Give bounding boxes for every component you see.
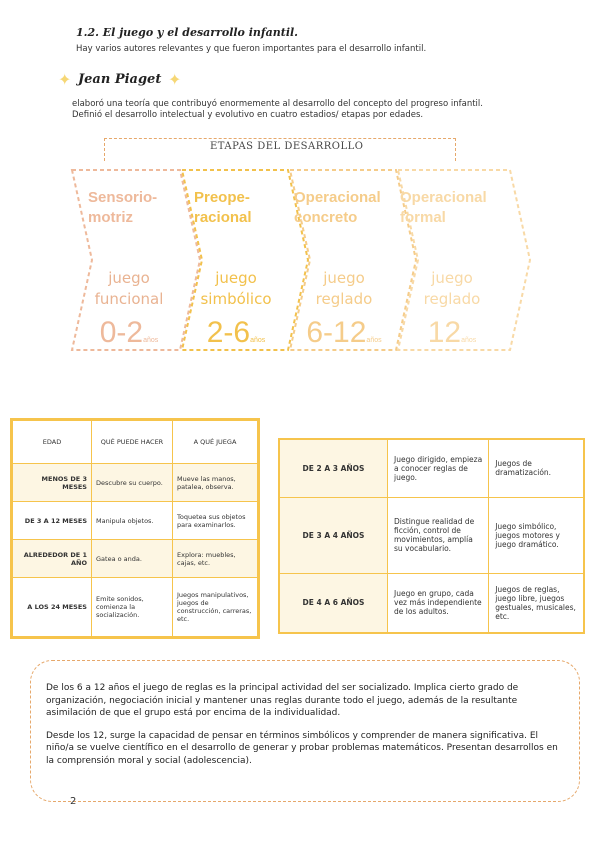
table-header-row bbox=[12, 420, 259, 464]
table-cell: Explora: muebles, cajas, etc. bbox=[173, 540, 259, 578]
section-subtitle: Hay varios autores relevantes y que fueron importantes para el desarrollo infantil. bbox=[76, 44, 427, 54]
stage-age: 6-12años bbox=[306, 316, 382, 349]
table-cell: Juegos de dramatización. bbox=[489, 439, 584, 497]
table-row bbox=[12, 464, 259, 502]
table-cell: DE 4 A 6 AÑOS bbox=[279, 573, 388, 633]
table-cell: Juegos manipulativos, juegos de construcción, carreras, etc. bbox=[173, 578, 259, 638]
stage-game: juego simbólico bbox=[200, 269, 272, 308]
table-cell: DE 3 A 12 MESES bbox=[12, 502, 92, 540]
development-table-1 bbox=[10, 418, 260, 639]
table-cell: Toquetea sus objetos para examinarlos. bbox=[173, 502, 259, 540]
table-cell: Juegos de reglas, juego libre, juegos gestuales, musicales, etc. bbox=[489, 573, 584, 633]
stage-title: Operacional concreto bbox=[294, 189, 381, 226]
table-cell: DE 3 A 4 AÑOS bbox=[279, 497, 388, 573]
table-cell: Juego simbólico, juegos motores y juego dramático. bbox=[489, 497, 584, 573]
stage-game: juego reglado bbox=[315, 269, 373, 308]
stage-game: juego funcional bbox=[94, 269, 164, 308]
table-row bbox=[279, 573, 584, 633]
author-name: Jean Piaget bbox=[78, 72, 162, 87]
page-number: 2 bbox=[70, 796, 77, 807]
stage-title: Preope- racional bbox=[194, 189, 252, 226]
stage-age: 2-6años bbox=[206, 316, 266, 349]
table-header: EDAD bbox=[12, 420, 92, 464]
table-cell: Emite sonidos, comienza la socialización. bbox=[92, 578, 173, 638]
table-cell: A LOS 24 MESES bbox=[12, 578, 92, 638]
stage-sensoriomotriz bbox=[74, 170, 184, 355]
table-cell: MENOS DE 3 MESES bbox=[12, 464, 92, 502]
note-text bbox=[46, 682, 558, 777]
note-paragraph-1: De los 6 a 12 años el juego de reglas es la principal actividad del ser socializado. Implica cierto grado de organización, negociación inicial y mantener unas reglas durante todo el juego, además de la resultante asimilación de que el grupo está por encima de la individualidad. bbox=[46, 683, 519, 718]
note-paragraph-2: Desde los 12, surge la capacidad de pensar en términos simbólicos y comprender de manera significativa. El niño/a se vuelve científico en el desarrollo de generar y probar problemas matemáticos. Presentan desarrollos en la comprensión moral y social (adolescencia). bbox=[46, 730, 558, 766]
table-header: QUÉ PUEDE HACER bbox=[92, 420, 173, 464]
development-table-2 bbox=[278, 438, 585, 634]
stage-game: juego reglado bbox=[423, 269, 481, 308]
sparkle-icon: ✦ bbox=[58, 70, 72, 89]
table-cell: Distingue realidad de ficción, control de movimientos, amplía su vocabulario. bbox=[388, 497, 489, 573]
stage-title: Operacional formal bbox=[400, 189, 487, 226]
stage-age: 12años bbox=[427, 316, 477, 349]
table-cell: ALREDEDOR DE 1 AÑO bbox=[12, 540, 92, 578]
stage-operacional-concreto bbox=[290, 170, 398, 355]
section-title: 1.2. El juego y el desarrollo infantil. bbox=[76, 26, 299, 39]
stage-age: 0-2años bbox=[99, 316, 159, 349]
table-row bbox=[12, 502, 259, 540]
stage-preoperacional bbox=[182, 170, 290, 355]
stages-label: ETAPAS DEL DESARROLLO bbox=[210, 141, 364, 152]
table-row bbox=[279, 497, 584, 573]
table-row bbox=[12, 540, 259, 578]
stage-title: Sensorio- motriz bbox=[88, 189, 158, 226]
table-cell: DE 2 A 3 AÑOS bbox=[279, 439, 388, 497]
table-row bbox=[279, 439, 584, 497]
table-cell: Mueve las manos, patalea, observa. bbox=[173, 464, 259, 502]
table-cell: Juego en grupo, cada vez más independiente de los adultos. bbox=[388, 573, 489, 633]
stage-operacional-formal bbox=[396, 170, 508, 355]
table-cell: Gatea o anda. bbox=[92, 540, 173, 578]
table-cell: Descubre su cuerpo. bbox=[92, 464, 173, 502]
sparkle-icon: ✦ bbox=[168, 70, 182, 89]
table-cell: Juego dirigido, empieza a conocer reglas de juego. bbox=[388, 439, 489, 497]
table-row bbox=[12, 578, 259, 638]
table-cell: Manipula objetos. bbox=[92, 502, 173, 540]
author-intro: elaboró una teoría que contribuyó enormemente al desarrollo del concepto del progreso infantil. Definió el desarrollo intelectual y evolutivo en cuatro estadios/ etapas por edades. bbox=[72, 99, 483, 120]
table-header: A QUÉ JUEGA bbox=[173, 420, 259, 464]
